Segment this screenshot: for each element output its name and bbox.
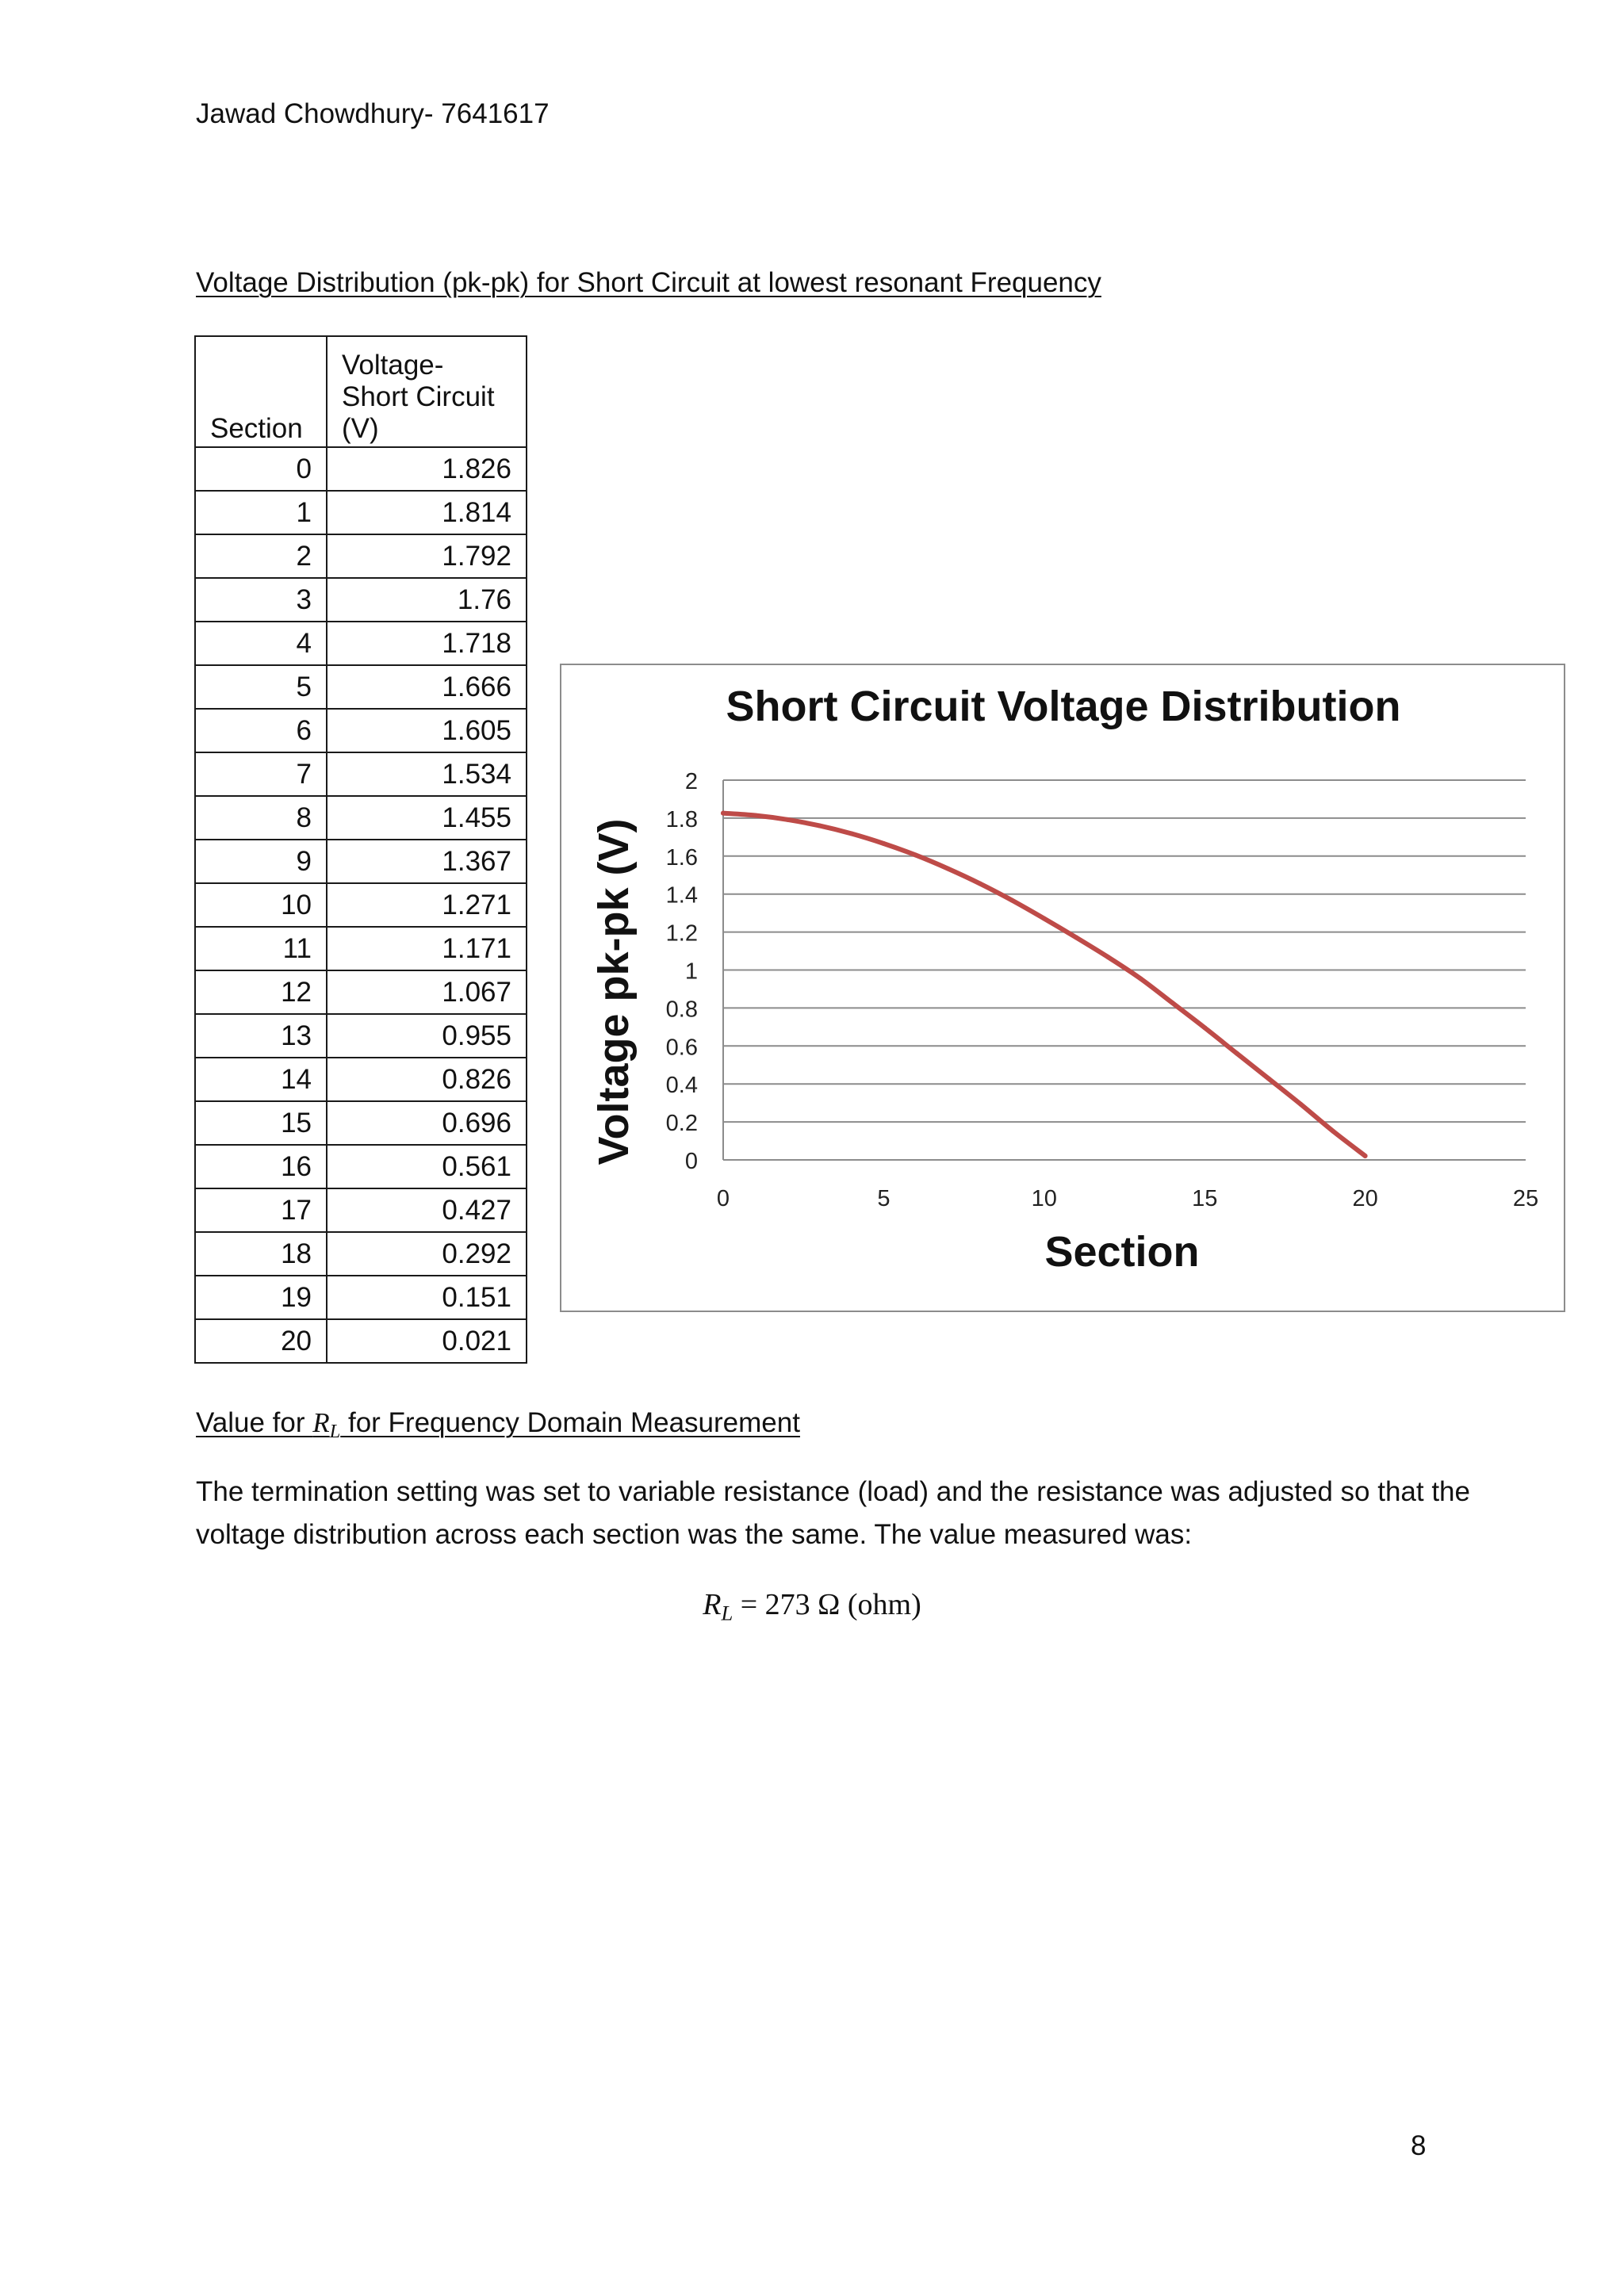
chart-svg bbox=[561, 665, 1567, 1314]
data-point bbox=[978, 882, 982, 886]
rl-heading-symbol bbox=[312, 1407, 341, 1442]
y-tick-label: 0.4 bbox=[665, 1073, 698, 1099]
data-point bbox=[721, 811, 726, 816]
chart-container bbox=[560, 664, 1565, 1312]
rl-formula bbox=[0, 1586, 1624, 1632]
body-paragraph: The termination setting was set to variable resistance (load) and the resistance was adjusted so that the voltage distribution across each section was the same. The value measured was: bbox=[196, 1476, 1470, 1550]
cell-voltage: 0.826 bbox=[327, 1058, 527, 1101]
cell-voltage: 1.171 bbox=[327, 927, 527, 970]
data-point bbox=[1331, 1129, 1335, 1134]
table-row bbox=[195, 1276, 527, 1319]
y-tick-label: 0.6 bbox=[665, 1035, 698, 1061]
table-row bbox=[195, 1101, 527, 1145]
data-point bbox=[945, 867, 950, 871]
data-point bbox=[1202, 1025, 1207, 1030]
data-point bbox=[1138, 976, 1143, 981]
y-axis-title: Voltage pk-pk (V) bbox=[590, 818, 638, 1165]
cell-voltage: 0.427 bbox=[327, 1188, 527, 1232]
data-point bbox=[1235, 1051, 1239, 1056]
cell-section: 6 bbox=[195, 709, 327, 752]
cell-voltage: 0.696 bbox=[327, 1101, 527, 1145]
cell-voltage: 0.021 bbox=[327, 1319, 527, 1363]
cell-section: 9 bbox=[195, 840, 327, 883]
cell-voltage: 1.666 bbox=[327, 665, 527, 709]
data-point bbox=[1299, 1102, 1304, 1107]
table-row bbox=[195, 1319, 527, 1363]
cell-voltage: 1.605 bbox=[327, 709, 527, 752]
rl-heading-subscript: L bbox=[329, 1420, 341, 1442]
x-tick-label: 10 bbox=[1031, 1186, 1057, 1211]
data-point bbox=[1042, 916, 1047, 921]
rl-heading-after: for Frequency Domain Measurement bbox=[340, 1407, 800, 1438]
header-section: Section bbox=[195, 336, 327, 447]
table-row bbox=[195, 927, 527, 970]
table-row bbox=[195, 1232, 527, 1276]
cell-section: 2 bbox=[195, 534, 327, 578]
chart-title: Short Circuit Voltage Distribution bbox=[726, 683, 1401, 730]
table-row bbox=[195, 1145, 527, 1188]
cell-section: 1 bbox=[195, 491, 327, 534]
header-voltage-line-3: (V) bbox=[342, 413, 379, 444]
y-tick-label: 1 bbox=[684, 959, 698, 985]
cell-section: 16 bbox=[195, 1145, 327, 1188]
x-tick-label: 15 bbox=[1192, 1186, 1218, 1211]
cell-voltage: 1.76 bbox=[327, 578, 527, 622]
cell-voltage: 0.151 bbox=[327, 1276, 527, 1319]
cell-voltage: 1.455 bbox=[327, 796, 527, 840]
y-tick-label: 0 bbox=[684, 1149, 698, 1174]
cell-section: 11 bbox=[195, 927, 327, 970]
data-point bbox=[881, 841, 886, 846]
data-point bbox=[849, 832, 854, 836]
table-row bbox=[195, 840, 527, 883]
series-line bbox=[723, 813, 1365, 1156]
page-number: 8 bbox=[1411, 2130, 1427, 2161]
x-tick-label: 25 bbox=[1512, 1186, 1539, 1211]
table-row bbox=[195, 1014, 527, 1058]
author-header: Jawad Chowdhury- 7641617 bbox=[196, 98, 550, 129]
cell-voltage: 0.955 bbox=[327, 1014, 527, 1058]
y-tick-label: 0.2 bbox=[665, 1111, 698, 1137]
table-row bbox=[195, 883, 527, 927]
rl-heading-before: Value for bbox=[196, 1407, 313, 1438]
header-voltage bbox=[327, 336, 527, 447]
cell-section: 15 bbox=[195, 1101, 327, 1145]
cell-voltage: 1.826 bbox=[327, 447, 527, 491]
table-row bbox=[195, 1058, 527, 1101]
table-row bbox=[195, 534, 527, 578]
cell-section: 14 bbox=[195, 1058, 327, 1101]
table-row bbox=[195, 578, 527, 622]
header-voltage-line-1: Voltage- bbox=[342, 350, 444, 381]
table-row bbox=[195, 796, 527, 840]
cell-voltage: 1.534 bbox=[327, 752, 527, 796]
table-row bbox=[195, 622, 527, 665]
data-point bbox=[914, 853, 918, 858]
cell-voltage: 1.271 bbox=[327, 883, 527, 927]
y-tick-label: 1.2 bbox=[665, 920, 698, 947]
x-tick-label: 5 bbox=[877, 1186, 891, 1211]
y-tick-label: 0.8 bbox=[665, 997, 698, 1023]
cell-section: 20 bbox=[195, 1319, 327, 1363]
table-row bbox=[195, 665, 527, 709]
x-tick-label: 0 bbox=[716, 1186, 730, 1211]
formula-subscript: L bbox=[721, 1601, 733, 1625]
cell-section: 18 bbox=[195, 1232, 327, 1276]
cell-voltage: 1.067 bbox=[327, 970, 527, 1014]
rl-heading bbox=[196, 1407, 800, 1448]
cell-voltage: 0.561 bbox=[327, 1145, 527, 1188]
cell-section: 0 bbox=[195, 447, 327, 491]
x-tick-label: 20 bbox=[1352, 1186, 1378, 1211]
x-axis-title: Section bbox=[1044, 1228, 1200, 1276]
data-point bbox=[753, 813, 757, 818]
cell-voltage: 0.292 bbox=[327, 1232, 527, 1276]
table-row bbox=[195, 752, 527, 796]
data-point bbox=[1170, 1001, 1175, 1005]
cell-section: 4 bbox=[195, 622, 327, 665]
table-row bbox=[195, 1188, 527, 1232]
data-point bbox=[1363, 1154, 1368, 1158]
rl-heading-r: R bbox=[312, 1407, 330, 1438]
cell-section: 8 bbox=[195, 796, 327, 840]
data-point bbox=[785, 817, 790, 822]
voltage-table bbox=[194, 335, 527, 1364]
cell-voltage: 1.718 bbox=[327, 622, 527, 665]
formula-symbol: R bbox=[703, 1588, 722, 1621]
formula-value: = 273 Ω (ohm) bbox=[733, 1588, 921, 1621]
cell-section: 10 bbox=[195, 883, 327, 927]
cell-section: 12 bbox=[195, 970, 327, 1014]
table-heading: Voltage Distribution (pk-pk) for Short Circuit at lowest resonant Frequency bbox=[196, 267, 1101, 298]
data-point bbox=[1106, 955, 1111, 959]
y-tick-label: 1.8 bbox=[665, 806, 698, 832]
y-tick-label: 1.6 bbox=[665, 844, 698, 871]
cell-section: 19 bbox=[195, 1276, 327, 1319]
table-row bbox=[195, 709, 527, 752]
table-row bbox=[195, 491, 527, 534]
cell-section: 17 bbox=[195, 1188, 327, 1232]
cell-section: 13 bbox=[195, 1014, 327, 1058]
data-point bbox=[1074, 936, 1078, 940]
header-voltage-line-2: Short Circuit bbox=[342, 381, 495, 412]
data-point bbox=[1009, 898, 1014, 903]
cell-section: 5 bbox=[195, 665, 327, 709]
cell-section: 3 bbox=[195, 578, 327, 622]
y-tick-label: 1.4 bbox=[665, 882, 698, 909]
y-tick-label: 2 bbox=[684, 769, 698, 794]
data-point bbox=[817, 823, 822, 828]
cell-voltage: 1.814 bbox=[327, 491, 527, 534]
cell-voltage: 1.792 bbox=[327, 534, 527, 578]
data-point bbox=[1266, 1077, 1271, 1081]
table-row bbox=[195, 970, 527, 1014]
cell-section: 7 bbox=[195, 752, 327, 796]
cell-voltage: 1.367 bbox=[327, 840, 527, 883]
table-header-row bbox=[195, 336, 527, 447]
table-row bbox=[195, 447, 527, 491]
